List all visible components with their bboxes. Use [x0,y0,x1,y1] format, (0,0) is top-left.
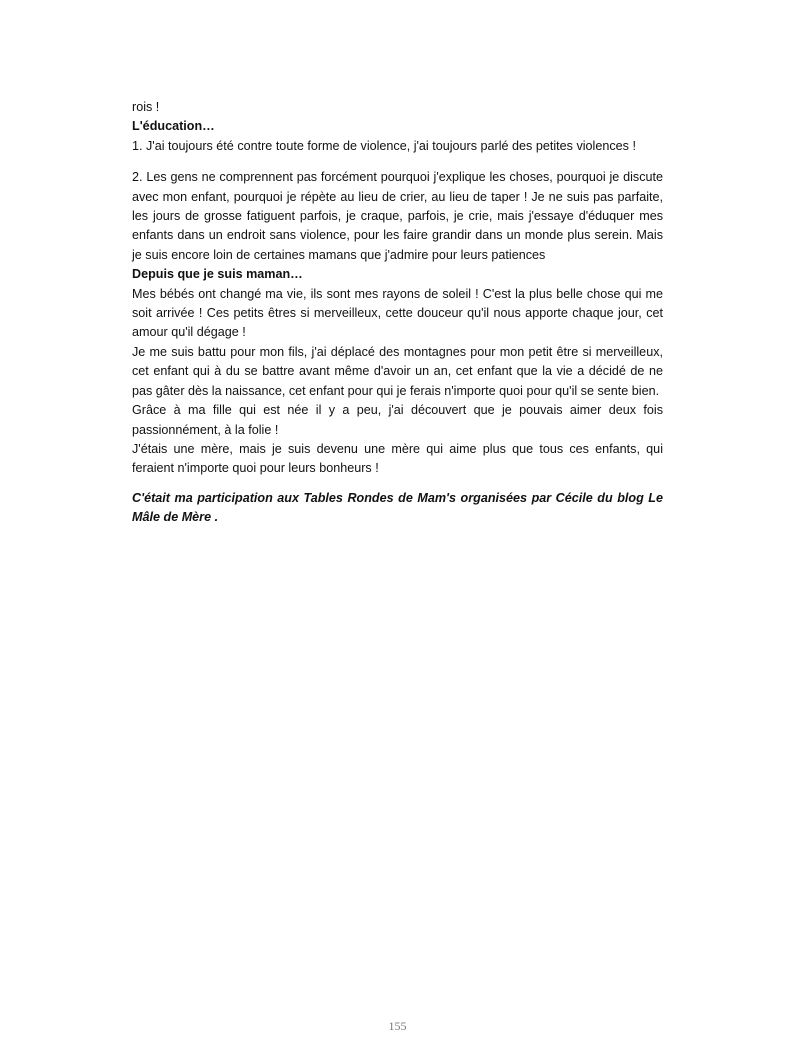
maman-heading: Depuis que je suis maman… [132,267,303,282]
continuation-line: rois ! [132,100,160,114]
maman-paragraph-2: Je me suis battu pour mon fils, j'ai déplacé des montagnes pour mon petit être si merveilleux, cet enfant qui à du se battre avant même d'avoir un an, cet enfant que la vie a décidé de ne pas gâter dès la naissance, cet enfant pour qui je ferais n'importe quoi pour qu'il se sente bien. [132,344,663,398]
page-body [132,98,663,528]
closing-note: C'était ma participation aux Tables Rondes de Mam's organisées par Cécile du blog Le Mâle de Mère . [132,490,663,525]
education-paragraph-1: 1. J'ai toujours été contre toute forme de violence, j'ai toujours parlé des petites violences ! [132,138,636,153]
maman-paragraph-4: J'étais une mère, mais je suis devenu une mère qui aime plus que tous ces enfants, qui feraient n'importe quoi pour leurs bonheurs ! [132,441,663,476]
maman-paragraph-1: Mes bébés ont changé ma vie, ils sont mes rayons de soleil ! C'est la plus belle chose qui me soit arrivée ! Ces petits êtres si merveilleux, cette douceur qu'il nous apporte chaque jour, cet amour qu'il dégage ! [132,286,663,340]
education-paragraph-2: 2. Les gens ne comprennent pas forcément pourquoi j'explique les choses, pourquoi je discute avec mon enfant, pourquoi je répète au lieu de crier, au lieu de taper ! Je ne suis pas parfaite, les jours de grosse fatiguent parfois, je craque, parfois, je crie, mais j'essaye d'éduquer mes enfants dans un endroit sans violence, pour les faire grandir dans un monde plus serein. Mais je suis encore loin de certaines mamans que j'admire pour leurs patiences [132,170,663,262]
page-number: 155 [388,1019,407,1033]
education-heading: L'éducation… [132,119,215,134]
maman-paragraph-3: Grâce à ma fille qui est née il y a peu, j'ai découvert que je pouvais aimer deux fois passionnément, à la folie ! [132,403,663,437]
